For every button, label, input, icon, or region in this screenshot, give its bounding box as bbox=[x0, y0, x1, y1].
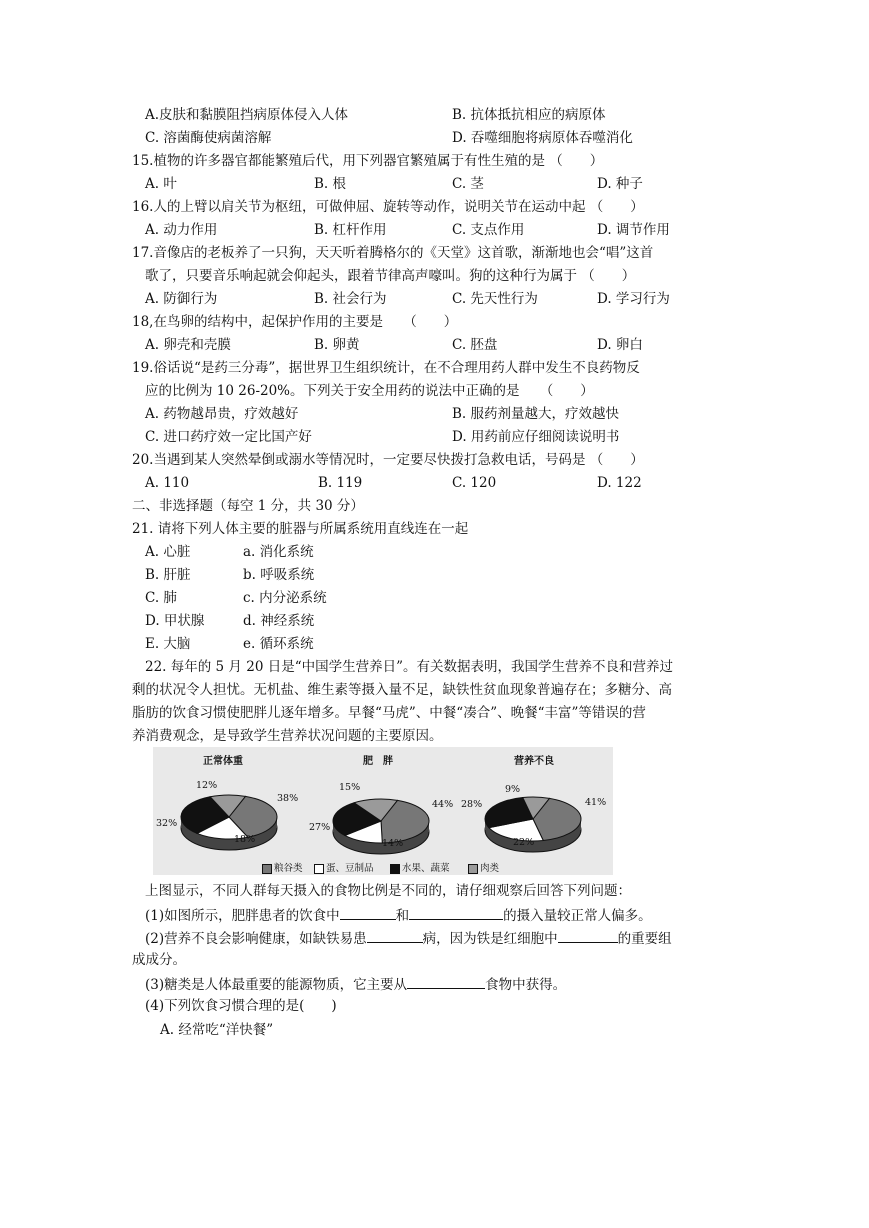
q21-organ: E. 大脑 bbox=[145, 636, 191, 652]
legend-item bbox=[314, 860, 374, 874]
legend-item bbox=[262, 860, 303, 874]
q1-text: 的摄入量较正常人偏多。 bbox=[503, 908, 652, 924]
legend-item bbox=[390, 860, 450, 874]
q3-text: 食物中获得。 bbox=[485, 977, 567, 993]
q18-stem: 18,在鸟卵的结构中，起保护作用的主要是 （ ） bbox=[132, 314, 458, 330]
q15-option-a: A. 叶 bbox=[145, 176, 177, 192]
q21-stem: 21. 请将下列人体主要的脏器与所属系统用直线连在一起 bbox=[132, 521, 469, 537]
q18-option-d: D. 卵白 bbox=[597, 337, 643, 353]
q14-option-d: D. 吞噬细胞将病原体吞噬消化 bbox=[452, 130, 633, 146]
chart-followup-intro: 上图显示，不同人群每天摄入的食物比例是不同的，请仔细观察后回答下列问题： bbox=[145, 883, 631, 899]
legend-swatch bbox=[468, 864, 478, 874]
legend-label: 粮谷类 bbox=[274, 863, 303, 874]
q2-text: (2)营养不良会影响健康，如缺铁易患 bbox=[145, 931, 367, 947]
legend-label: 水果、蔬菜 bbox=[402, 863, 450, 874]
q17-stem-line1: 17.音像店的老板养了一只狗，天天听着腾格尔的《天堂》这首歌，渐渐地也会“唱”这首 bbox=[132, 245, 654, 261]
q17-option-c: C. 先天性行为 bbox=[452, 291, 538, 307]
pct-label: 15% bbox=[339, 782, 361, 793]
answer-blank bbox=[340, 905, 396, 920]
sub-question-2 bbox=[145, 928, 672, 948]
q18-option-a: A. 卵壳和壳膜 bbox=[145, 337, 231, 353]
chart-title-malnourished: 营养不良 bbox=[514, 756, 554, 767]
q16-option-c: C. 支点作用 bbox=[452, 222, 525, 238]
q19-stem-line1: 19.俗话说“是药三分毒”，据世界卫生组织统计，在不合理用药人群中发生不良药物反 bbox=[132, 360, 640, 376]
q16-option-b: B. 杠杆作用 bbox=[314, 222, 387, 238]
q17-option-d: D. 学习行为 bbox=[597, 291, 670, 307]
q21-organ: D. 甲状腺 bbox=[145, 613, 205, 629]
q22-para-line1: 22. 每年的 5 月 20 日是“中国学生营养日”。有关数据表明，我国学生营养不良和营养过 bbox=[145, 659, 673, 675]
legend-label: 蛋、豆制品 bbox=[326, 863, 374, 874]
pct-label: 38% bbox=[277, 793, 299, 804]
sub-question-3 bbox=[145, 974, 566, 994]
q15-option-b: B. 根 bbox=[314, 176, 347, 192]
q19-option-d: D. 用药前应仔细阅读说明书 bbox=[452, 429, 620, 445]
q22-para-line3: 脂肪的饮食习惯使肥胖儿逐年增多。早餐“马虎”、中餐“凑合”、晚餐“丰富”等错误的营 bbox=[132, 705, 646, 721]
sub-question-2-cont: 成成分。 bbox=[132, 952, 186, 968]
q22-para-line4: 养消费观念，是导致学生营养状况问题的主要原因。 bbox=[132, 728, 443, 744]
q3-text: (3)糖类是人体最重要的能源物质，它主要从 bbox=[145, 977, 408, 993]
q17-option-a: A. 防御行为 bbox=[145, 291, 218, 307]
sub-question-1 bbox=[145, 905, 652, 925]
q14-option-b: B. 抗体抵抗相应的病原体 bbox=[452, 107, 606, 123]
q15-option-c: C. 茎 bbox=[452, 176, 484, 192]
q20-option-c: C. 120 bbox=[452, 475, 497, 491]
q17-stem-line2: 歌了，只要音乐响起就会仰起头，跟着节律高声嚎叫。狗的这种行为属于 （ ） bbox=[145, 268, 636, 284]
pct-label: 22% bbox=[513, 837, 535, 848]
q21-organ: A. 心脏 bbox=[145, 544, 191, 560]
q22-para-line2: 剩的状况令人担忧。无机盐、维生素等摄入量不足，缺铁性贫血现象普遍存在；多糖分、高 bbox=[132, 682, 672, 698]
q16-option-d: D. 调节作用 bbox=[597, 222, 670, 238]
pct-label: 12% bbox=[196, 780, 218, 791]
q21-system: c. 内分泌系统 bbox=[243, 590, 327, 606]
q14-option-a: A.皮肤和黏膜阻挡病原体侵入人体 bbox=[145, 107, 349, 123]
pct-label: 27% bbox=[309, 822, 331, 833]
q17-option-b: B. 社会行为 bbox=[314, 291, 387, 307]
chart-title-normal: 正常体重 bbox=[203, 756, 243, 767]
q20-option-a: A. 110 bbox=[145, 475, 190, 491]
pct-label: 41% bbox=[585, 797, 607, 808]
q19-option-b: B. 服药剂量越大，疗效越快 bbox=[452, 406, 620, 422]
chart-title-obese: 肥 胖 bbox=[363, 756, 393, 767]
q15-stem: 15.植物的许多器官都能繁殖后代，用下列器官繁殖属于有性生殖的是 （ ） bbox=[132, 153, 604, 169]
q21-organ: C. 肺 bbox=[145, 590, 177, 606]
sub-question-4: (4)下列饮食习惯合理的是( ) bbox=[145, 998, 337, 1014]
answer-blank bbox=[367, 928, 423, 943]
q19-option-c: C. 进口药疗效一定比国产好 bbox=[145, 429, 312, 445]
legend-swatch bbox=[390, 864, 400, 874]
legend-label: 肉类 bbox=[480, 863, 500, 874]
q2-text: 病，因为铁是红细胞中 bbox=[422, 931, 558, 947]
q21-system: b. 呼吸系统 bbox=[243, 567, 315, 583]
q20-option-d: D. 122 bbox=[597, 475, 642, 491]
legend-swatch bbox=[262, 864, 272, 874]
q21-system: e. 循环系统 bbox=[243, 636, 314, 652]
q21-organ: B. 肝脏 bbox=[145, 567, 191, 583]
pct-label: 14% bbox=[382, 838, 404, 849]
pct-label: 28% bbox=[461, 799, 483, 810]
pct-label: 44% bbox=[432, 799, 454, 810]
q16-option-a: A. 动力作用 bbox=[145, 222, 218, 238]
section-heading: 二、非选择题（每空 1 分，共 30 分） bbox=[132, 498, 364, 514]
answer-blank bbox=[407, 974, 485, 989]
q19-stem-line2: 应的比例为 10 26-20%。下列关于安全用药的说法中正确的是 （ ） bbox=[145, 383, 594, 399]
q1-text: (1)如图所示，肥胖患者的饮食中 bbox=[145, 908, 340, 924]
legend-item bbox=[468, 860, 499, 874]
q16-stem: 16.人的上臂以肩关节为枢纽，可做伸屈、旋转等动作，说明关节在运动中起 （ ） bbox=[132, 199, 644, 215]
q14-option-c: C. 溶菌酶使病菌溶解 bbox=[145, 130, 272, 146]
answer-blank bbox=[558, 928, 618, 943]
sub-question-4-option-a: A. 经常吃“洋快餐” bbox=[160, 1022, 274, 1038]
q19-option-a: A. 药物越昂贵，疗效越好 bbox=[145, 406, 299, 422]
pct-label: 9% bbox=[505, 784, 521, 795]
q18-option-c: C. 胚盘 bbox=[452, 337, 498, 353]
q21-system: d. 神经系统 bbox=[243, 613, 315, 629]
q20-option-b: B. 119 bbox=[318, 475, 363, 491]
answer-blank bbox=[409, 905, 503, 920]
q1-text: 和 bbox=[395, 908, 410, 924]
pct-label: 32% bbox=[156, 818, 178, 829]
q2-text: 的重要组 bbox=[617, 931, 672, 947]
q18-option-b: B. 卵黄 bbox=[314, 337, 360, 353]
legend-swatch bbox=[314, 864, 324, 874]
q21-system: a. 消化系统 bbox=[243, 544, 314, 560]
q20-stem: 20.当遇到某人突然晕倒或溺水等情况时，一定要尽快拨打急救电话，号码是 （ ） bbox=[132, 452, 644, 468]
q15-option-d: D. 种子 bbox=[597, 176, 643, 192]
pct-label: 18% bbox=[234, 834, 256, 845]
